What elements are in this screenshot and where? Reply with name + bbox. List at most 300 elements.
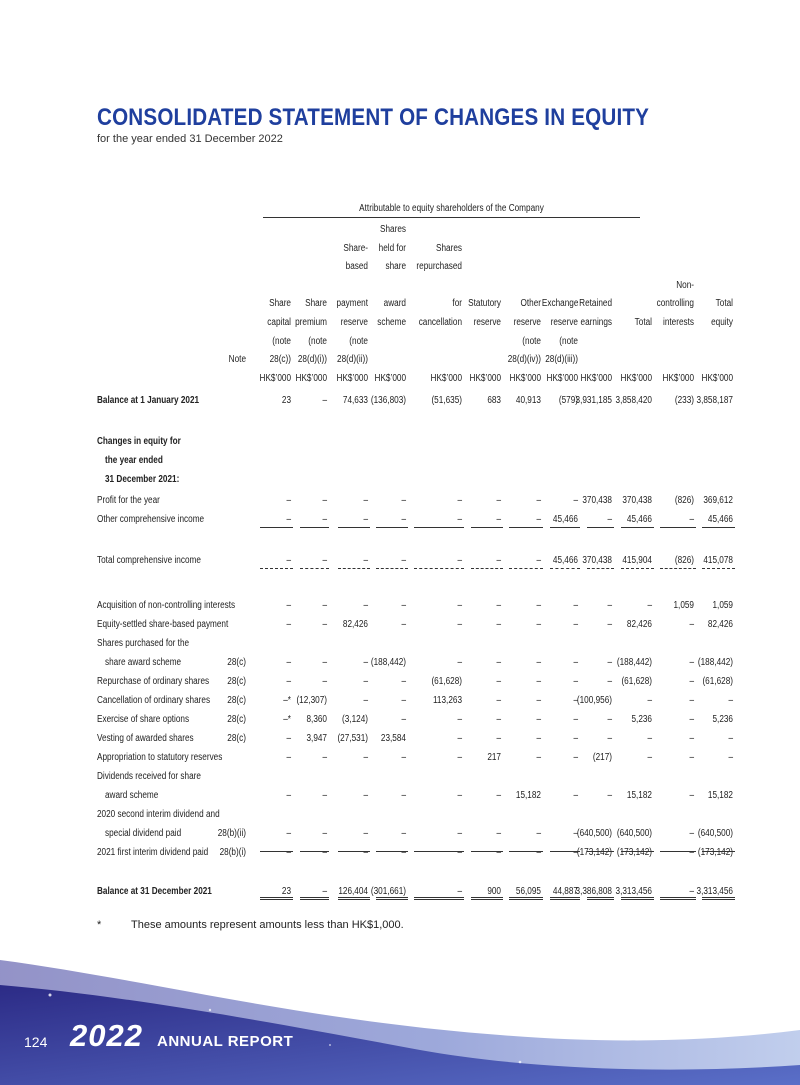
column-header-line: held for [378, 242, 406, 254]
subtotal-rule [621, 851, 654, 852]
table-cell: – [689, 733, 694, 744]
table-cell: – [573, 695, 578, 706]
column-unit: HK$’000 [469, 372, 501, 384]
table-cell: – [689, 886, 694, 897]
row-label: share award scheme [105, 657, 182, 668]
table-cell: – [322, 847, 327, 858]
table-cell: – [573, 600, 578, 611]
table-cell: – [496, 695, 501, 706]
column-unit: HK$’000 [662, 372, 694, 384]
table-cell: – [536, 676, 541, 687]
page-title: CONSOLIDATED STATEMENT OF CHANGES IN EQUITY [97, 104, 650, 131]
table-cell: 1,059 [712, 600, 733, 611]
table-cell: – [322, 600, 327, 611]
table-cell: (826) [674, 495, 694, 506]
table-cell: – [457, 619, 462, 630]
row-note: 28(b)(ii) [217, 828, 246, 839]
table-cell: – [401, 619, 406, 630]
row-note: 28(c) [227, 676, 246, 687]
table-cell: – [286, 790, 291, 801]
table-cell: – [457, 733, 462, 744]
table-cell: – [401, 847, 406, 858]
table-cell: 415,078 [703, 555, 733, 566]
table-cell: – [363, 790, 368, 801]
subtotal-rule [414, 527, 464, 528]
table-cell: – [401, 695, 406, 706]
table-cell: – [322, 676, 327, 687]
column-header-line: based [345, 261, 368, 273]
table-cell: – [401, 828, 406, 839]
subtotal-rule [550, 851, 580, 852]
report-year: 2022 [70, 1018, 143, 1053]
column-header-line: Non- [676, 279, 694, 291]
table-cell: – [322, 619, 327, 630]
column-header-line: 28(d)(i)) [297, 354, 327, 366]
row-note: 28(c) [227, 657, 246, 668]
table-cell: – [573, 733, 578, 744]
table-cell: – [286, 555, 291, 566]
table-cell: – [286, 828, 291, 839]
subtotal-rule [300, 527, 329, 528]
subtotal-rule [621, 527, 654, 528]
total-rule-dashed [587, 568, 614, 569]
table-cell: – [363, 676, 368, 687]
row-label: Acquisition of non-controlling interests [97, 600, 236, 611]
row-label: Profit for the year [97, 495, 160, 506]
balance-rule-double [550, 897, 580, 900]
subtotal-rule [509, 527, 543, 528]
column-header-line: (note [559, 335, 578, 347]
table-cell: – [689, 828, 694, 839]
balance-rule-double [660, 897, 696, 900]
balance-rule-double [260, 897, 293, 900]
table-cell: – [573, 790, 578, 801]
table-cell: 8,360 [306, 714, 327, 725]
table-cell: (51,635) [431, 395, 462, 406]
table-cell: 1,059 [673, 600, 694, 611]
table-cell: – [728, 695, 733, 706]
table-cell: – [457, 790, 462, 801]
table-cell: (3,124) [342, 714, 368, 725]
table-cell: – [286, 657, 291, 668]
table-cell: (579) [558, 395, 578, 406]
table-cell: (61,628) [702, 676, 733, 687]
table-cell: (136,803) [370, 395, 406, 406]
table-cell: 5,236 [712, 714, 733, 725]
balance-rule-double [376, 897, 408, 900]
subtotal-rule [300, 851, 329, 852]
table-cell: – [363, 600, 368, 611]
total-rule-dashed [702, 568, 735, 569]
column-header [284, 221, 327, 388]
table-cell: 45,466 [552, 514, 578, 525]
subtotal-rule [660, 527, 696, 528]
table-cell: (233) [674, 395, 694, 406]
table-cell: (640,500) [697, 828, 733, 839]
table-cell: – [286, 619, 291, 630]
table-cell: – [573, 828, 578, 839]
column-header-line: award [383, 298, 406, 310]
column-header-line: reserve [473, 316, 501, 328]
column-header-line: (note [308, 335, 327, 347]
column-unit: HK$’000 [620, 372, 652, 384]
row-label: award scheme [105, 790, 159, 801]
column-header-line: (note [349, 335, 368, 347]
table-cell: – [496, 514, 501, 525]
table-cell: – [363, 514, 368, 525]
table-cell: 45,466 [552, 555, 578, 566]
row-label: Appropriation to statutory reserves [97, 752, 223, 763]
subtotal-rule [471, 527, 503, 528]
column-header-line: Shares [380, 224, 406, 235]
table-cell: – [496, 714, 501, 725]
column-header-line [694, 258, 733, 277]
subtotal-rule [376, 851, 408, 852]
table-cell: – [689, 619, 694, 630]
table-cell: – [573, 847, 578, 858]
table-cell: 683 [487, 395, 501, 406]
table-cell: – [363, 752, 368, 763]
table-cell: 74,633 [342, 395, 368, 406]
table-cell: – [496, 555, 501, 566]
table-cell: 15,182 [515, 790, 541, 801]
table-cell: 82,426 [342, 619, 368, 630]
table-cell: –* [283, 695, 291, 706]
table-cell: (188,442) [697, 657, 733, 668]
row-note: 28(c) [227, 733, 246, 744]
table-cell: – [496, 676, 501, 687]
table-cell: 113,263 [432, 695, 462, 706]
row-label: 2020 second interim dividend and [97, 809, 220, 820]
total-rule-dashed [376, 568, 408, 569]
table-cell: – [536, 495, 541, 506]
table-cell: – [363, 495, 368, 506]
table-cell: 3,931,185 [575, 395, 612, 406]
table-cell: – [536, 847, 541, 858]
table-cell: – [401, 555, 406, 566]
subtotal-rule [509, 851, 543, 852]
group-header: Attributable to equity shareholders of the Company [359, 203, 544, 214]
table-cell: – [286, 847, 291, 858]
row-label: Equity-settled share-based payment [97, 619, 229, 630]
table-cell: 3,858,187 [696, 395, 733, 406]
column-unit: HK$’000 [509, 372, 541, 384]
group-header-rule [263, 217, 640, 218]
total-rule-dashed [300, 568, 329, 569]
table-cell: – [607, 733, 612, 744]
row-label: the year ended [105, 455, 163, 466]
note-header: Note [228, 354, 246, 366]
row-label: Repurchase of ordinary shares [97, 676, 210, 687]
table-cell: – [647, 733, 652, 744]
table-cell: – [573, 495, 578, 506]
table-cell: – [536, 514, 541, 525]
table-cell: 45,466 [626, 514, 652, 525]
column-unit: HK$’000 [546, 372, 578, 384]
table-cell: (301,661) [370, 886, 406, 897]
table-cell: – [457, 657, 462, 668]
balance-rule-double [702, 897, 735, 900]
table-cell: – [401, 714, 406, 725]
row-label: 31 December 2021: [105, 474, 180, 485]
column-header-line: Other [520, 298, 541, 310]
table-cell: – [536, 752, 541, 763]
table-cell: – [573, 752, 578, 763]
table-cell: 82,426 [626, 619, 652, 630]
total-rule-dashed [509, 568, 543, 569]
column-header-line [694, 221, 733, 240]
table-cell: – [496, 657, 501, 668]
balance-rule-double [621, 897, 654, 900]
table-cell: – [647, 752, 652, 763]
table-cell: – [322, 395, 327, 406]
table-cell: – [689, 752, 694, 763]
total-rule-dashed [660, 568, 696, 569]
row-label: Other comprehensive income [97, 514, 205, 525]
table-cell: – [496, 733, 501, 744]
table-cell: – [536, 733, 541, 744]
table-cell: – [322, 555, 327, 566]
column-header [686, 221, 733, 388]
column-header-line: share [385, 261, 406, 273]
table-cell: – [536, 600, 541, 611]
footnote-marker: * [97, 919, 102, 931]
table-cell: – [286, 495, 291, 506]
column-header-line: Shares [436, 242, 462, 254]
table-cell: – [536, 657, 541, 668]
column-unit: HK$’000 [701, 372, 733, 384]
table-cell: (188,442) [370, 657, 406, 668]
column-header-line [694, 277, 733, 296]
table-cell: – [286, 514, 291, 525]
column-unit: HK$’000 [336, 372, 368, 384]
table-cell: – [401, 600, 406, 611]
table-cell: 15,182 [626, 790, 652, 801]
table-cell: – [457, 714, 462, 725]
column-header-line: Statutory [468, 298, 501, 310]
subtotal-rule [338, 527, 370, 528]
column-header-line: (note [522, 335, 541, 347]
table-cell: – [401, 495, 406, 506]
subtotal-rule [260, 527, 293, 528]
table-cell: – [457, 752, 462, 763]
column-header-line: Retained [579, 298, 612, 310]
column-header-line: interests [663, 316, 694, 328]
table-cell: 3,858,420 [615, 395, 652, 406]
table-cell: (61,628) [431, 676, 462, 687]
table-cell: – [401, 514, 406, 525]
table-cell: (217) [592, 752, 612, 763]
column-unit: HK$’000 [580, 372, 612, 384]
row-note: 28(c) [227, 714, 246, 725]
column-header-line: controlling [656, 298, 694, 310]
table-cell: 3,947 [306, 733, 327, 744]
table-cell: – [322, 886, 327, 897]
table-cell: – [322, 657, 327, 668]
table-cell: – [286, 600, 291, 611]
subtotal-rule [414, 851, 464, 852]
total-rule-dashed [414, 568, 464, 569]
table-cell: – [728, 752, 733, 763]
table-cell: – [496, 600, 501, 611]
subtotal-rule [550, 527, 580, 528]
table-cell: – [573, 619, 578, 630]
balance-rule-double [509, 897, 543, 900]
table-cell: 44,887 [552, 886, 578, 897]
table-cell: 3,313,456 [615, 886, 652, 897]
table-cell: 45,466 [707, 514, 733, 525]
table-cell: – [728, 733, 733, 744]
table-cell: – [536, 555, 541, 566]
column-header-line: reserve [340, 316, 368, 328]
table-cell: (100,956) [576, 695, 612, 706]
table-cell: – [607, 790, 612, 801]
table-cell: – [457, 514, 462, 525]
table-cell: – [363, 555, 368, 566]
table-cell: –* [283, 714, 291, 725]
row-label: Exercise of share options [97, 714, 190, 725]
column-header-line: Share [269, 298, 291, 310]
table-cell: (826) [674, 555, 694, 566]
row-label: Changes in equity for [97, 436, 181, 447]
table-cell: – [363, 828, 368, 839]
column-header-line: 28(d)(iv)) [507, 354, 541, 366]
table-cell: – [607, 514, 612, 525]
row-label: Total comprehensive income [97, 555, 201, 566]
table-cell: – [607, 657, 612, 668]
table-cell: 900 [487, 886, 501, 897]
table-cell: 40,913 [515, 395, 541, 406]
subtotal-rule [338, 851, 370, 852]
column-header-line: repurchased [416, 261, 462, 273]
table-cell: 5,236 [631, 714, 652, 725]
table-cell: – [536, 619, 541, 630]
column-header-line: cancellation [418, 316, 462, 328]
column-header-line: Total [715, 298, 733, 310]
column-header-line: earnings [580, 316, 612, 328]
row-label: Balance at 1 January 2021 [97, 395, 200, 406]
row-label: Shares purchased for the [97, 638, 190, 649]
table-cell: (12,307) [296, 695, 327, 706]
table-cell: – [689, 657, 694, 668]
table-cell: – [286, 733, 291, 744]
balance-rule-double [300, 897, 329, 900]
table-cell: 23 [281, 395, 291, 406]
column-header-line: Share [305, 298, 327, 310]
table-cell: (61,628) [621, 676, 652, 687]
table-cell: – [401, 676, 406, 687]
table-cell: 56,095 [515, 886, 541, 897]
table-cell: – [689, 790, 694, 801]
column-header-line: (note [272, 335, 291, 347]
total-rule-dashed [621, 568, 654, 569]
total-rule-dashed [338, 568, 370, 569]
table-cell: 15,182 [707, 790, 733, 801]
table-cell: – [496, 495, 501, 506]
row-label: Vesting of awarded shares [97, 733, 194, 744]
table-cell: – [496, 790, 501, 801]
balance-rule-double [587, 897, 614, 900]
table-cell: – [457, 886, 462, 897]
table-cell: – [689, 695, 694, 706]
table-cell: 370,438 [582, 555, 612, 566]
table-cell: – [322, 790, 327, 801]
subtotal-rule [376, 527, 408, 528]
column-header-line: 28(d)(ii)) [337, 354, 368, 366]
column-header-line: payment [336, 298, 368, 310]
row-note: 28(b)(i) [219, 847, 246, 858]
column-unit: HK$’000 [259, 372, 291, 384]
table-cell: (173,142) [576, 847, 612, 858]
column-header-line: premium [295, 316, 327, 328]
table-cell: – [573, 657, 578, 668]
column-unit: HK$’000 [295, 372, 327, 384]
column-header-line [694, 240, 733, 259]
table-cell: 126,404 [338, 886, 368, 897]
table-cell: – [573, 676, 578, 687]
balance-rule-double [414, 897, 464, 900]
table-cell: – [647, 600, 652, 611]
table-cell: – [536, 714, 541, 725]
table-cell: – [363, 657, 368, 668]
table-cell: – [286, 676, 291, 687]
column-header-line: 28(c)) [269, 354, 291, 366]
row-note: 28(c) [227, 695, 246, 706]
table-cell: – [607, 714, 612, 725]
table-cell: – [457, 847, 462, 858]
table-cell: – [322, 514, 327, 525]
table-cell: 23 [281, 886, 291, 897]
table-cell: – [573, 714, 578, 725]
subtotal-rule [702, 527, 735, 528]
balance-rule-double [471, 897, 503, 900]
total-rule-dashed [471, 568, 503, 569]
column-unit: HK$’000 [374, 372, 406, 384]
table-cell: – [401, 752, 406, 763]
row-label: Cancellation of ordinary shares [97, 695, 211, 706]
table-cell: – [689, 676, 694, 687]
table-cell: – [496, 847, 501, 858]
table-cell: – [457, 600, 462, 611]
column-header-line: reserve [550, 316, 578, 328]
table-cell: (640,500) [576, 828, 612, 839]
table-cell: – [536, 828, 541, 839]
column-header [398, 221, 462, 388]
column-header-line [694, 351, 733, 370]
table-cell: – [607, 600, 612, 611]
table-cell: – [322, 752, 327, 763]
column-header-line: 28(d)(iii)) [545, 354, 578, 366]
table-cell: – [496, 619, 501, 630]
table-cell: – [363, 695, 368, 706]
column-header-line: Exchange [541, 298, 579, 310]
table-cell: (640,500) [616, 828, 652, 839]
subtotal-rule [702, 851, 735, 852]
balance-rule-double [338, 897, 370, 900]
subtotal-rule [660, 851, 696, 852]
row-label: Dividends received for share [97, 771, 201, 782]
subtotal-rule [260, 851, 293, 852]
subtotal-rule [587, 527, 614, 528]
table-cell: (173,142) [697, 847, 733, 858]
table-cell: – [647, 695, 652, 706]
table-cell: – [363, 847, 368, 858]
table-cell: – [607, 676, 612, 687]
column-header-line: equity [711, 316, 733, 328]
table-cell: 370,438 [622, 495, 652, 506]
table-cell: (188,442) [616, 657, 652, 668]
table-cell: (27,531) [337, 733, 368, 744]
